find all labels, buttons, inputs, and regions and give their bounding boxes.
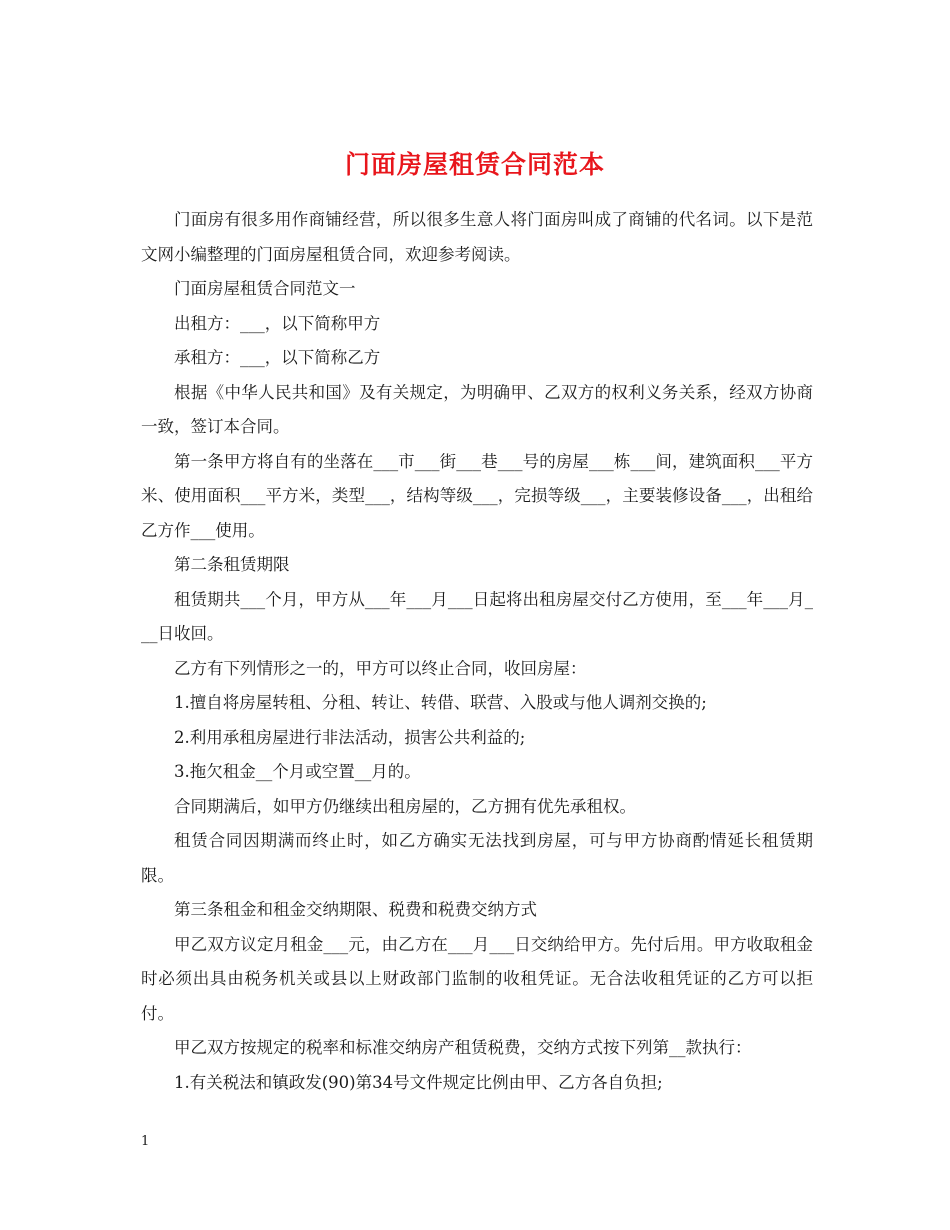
page-number: 1	[141, 1134, 150, 1149]
paragraph-preamble: 根据《中华人民共和国》及有关规定，为明确甲、乙双方的权利义务关系，经双方协商一致，签订本合同。	[141, 382, 813, 436]
paragraph-article-3-heading: 第三条租金和租金交纳期限、税费和税费交纳方式	[174, 900, 537, 919]
paragraph-tax-payment: 甲乙双方按规定的税率和标准交纳房产租赁税费，交纳方式按下列第__款执行：	[174, 1038, 752, 1057]
list-item-tax-1: 1.有关税法和镇政发(90)第34号文件规定比例由甲、乙方各自负担;	[174, 1072, 663, 1092]
paragraph-rent-payment: 甲乙双方议定月租金___元，由乙方在___月___日交纳给甲方。先付后用。甲方收取租金时必须出具由税务机关或县以上财政部门监制的收租凭证。无合法收租凭证的乙方可以拒付。	[141, 934, 813, 1023]
paragraph-lessee: 承租方：___，以下简称乙方	[174, 348, 381, 367]
paragraph-lessor: 出租方：___，以下简称甲方	[174, 313, 381, 333]
list-item-3: 3.拖欠租金__个月或空置__月的。	[174, 762, 421, 781]
list-item-2: 2.利用承租房屋进行非法活动，损害公共利益的;	[174, 727, 526, 747]
paragraph-article-1: 第一条甲方将自有的坐落在___市___街___巷___号的房屋___栋___间，建筑面积___平方米、使用面积___平方米，类型___，结构等级___，完损等级___，主要装修设备___，出租给乙方作___使用。	[141, 451, 813, 540]
paragraph-sample-heading: 门面房屋租赁合同范文一	[174, 279, 356, 298]
paragraph-priority-renewal: 合同期满后，如甲方仍继续出租房屋的，乙方拥有优先承租权。	[174, 796, 636, 816]
paragraph-article-2-heading: 第二条租赁期限	[174, 555, 290, 574]
paragraph-extension: 租赁合同因期满而终止时，如乙方确实无法找到房屋，可与甲方协商酌情延长租赁期限。	[141, 831, 813, 885]
paragraph-lease-term: 租赁期共___个月，甲方从___年___月___日起将出租房屋交付乙方使用，至___年___月___日收回。	[141, 589, 813, 643]
list-item-1: 1.擅自将房屋转租、分租、转让、转借、联营、入股或与他人调剂交换的;	[174, 693, 707, 712]
paragraph-intro: 门面房有很多用作商铺经营，所以很多生意人将门面房叫成了商铺的代名词。以下是范文网小编整理的门面房屋租赁合同，欢迎参考阅读。	[141, 210, 813, 264]
paragraph-termination-conditions: 乙方有下列情形之一的，甲方可以终止合同，收回房屋：	[174, 658, 587, 678]
document-body	[141, 203, 813, 1100]
document-title: 门面房屋租赁合同范本	[344, 149, 605, 179]
